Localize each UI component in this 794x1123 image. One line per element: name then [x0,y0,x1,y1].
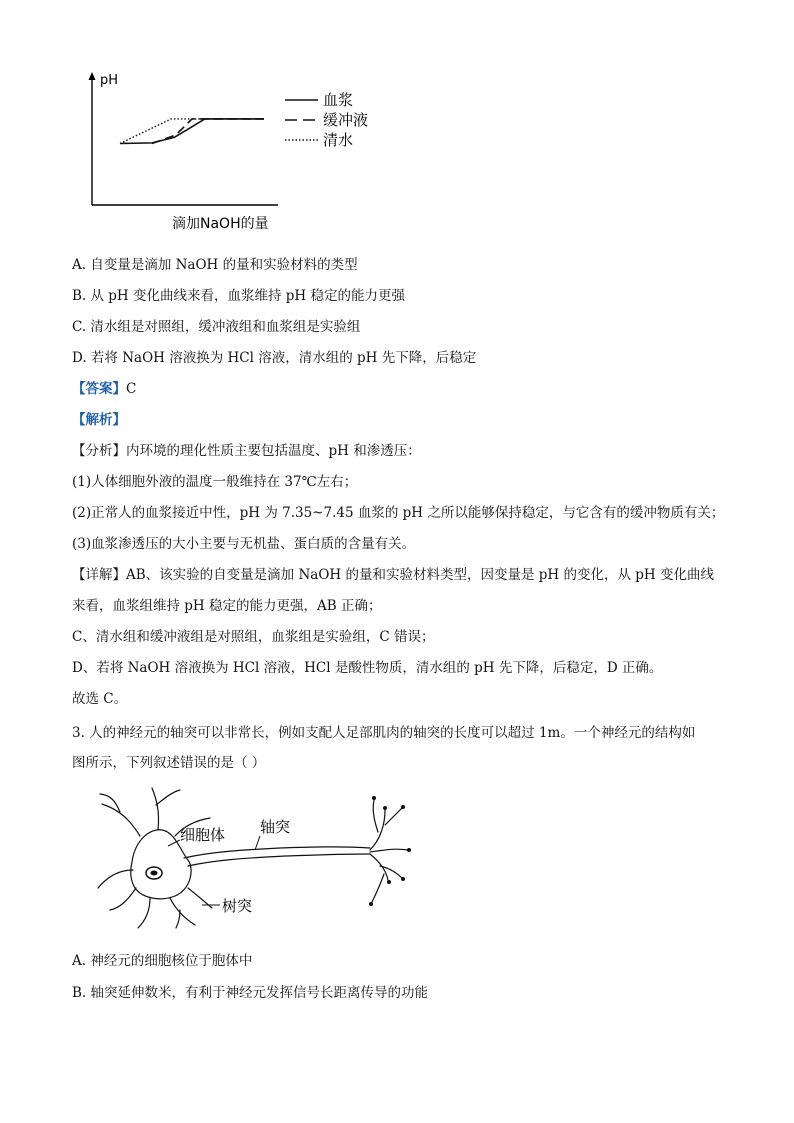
xiangjie-text-1: AB、该实验的自变量是滴加 NaOH 的量和实验材料类型，因变量是 pH 的变化，从 pH 变化曲线 [126,567,714,583]
series-line-3 [120,119,264,144]
legend-label-2: 缓冲液 [323,111,369,129]
option-b: B. 从 pH 变化曲线来看，血浆维持 pH 稳定的能力更强 [72,288,405,304]
neuron-diagram [80,770,420,940]
dendrite-branch [98,870,133,888]
series-line-1 [120,119,264,144]
dendrite-branch [110,888,136,910]
answer-value: C [126,381,137,397]
terminal-bouton [407,848,411,852]
terminal-bouton [401,877,405,881]
option-a: A. 自变量是滴加 NaOH 的量和实验材料的类型 [72,257,358,273]
axon-lower [188,854,370,866]
x-axis-label: 滴加NaOH的量 [172,216,269,232]
terminal-bouton [401,805,405,809]
terminal-bouton [372,796,376,800]
axon-label: 轴突 [260,818,291,836]
terminal-bouton [387,880,391,884]
dendrite-branch [176,910,180,928]
axon-terminal [385,808,402,825]
dendrite-branch [138,898,150,928]
xiangjie-line-3: C、清水组和缓冲液组是对照组，血浆组是实验组，C 错误； [72,629,435,645]
point-2: (2)正常人的血浆接近中性，pH 为 7.35~7.45 血浆的 pH 之所以能够保持稳定，与它含有的缓冲物质有关； [72,505,725,521]
analysis-label: 【解析】 [72,412,126,428]
answer-label: 【答案】 [72,381,126,397]
question-3-line-1: 3. 人的神经元的轴突可以非常长，例如支配人足部肌肉的轴突的长度可以超过 1m。一个神经元的结构如 [72,725,696,741]
terminal-bouton [383,806,387,810]
legend-label-1: 血浆 [323,91,354,109]
axon-terminal [372,874,384,902]
option-d: D. 若将 NaOH 溶液换为 HCl 溶液，清水组的 pH 先下降，后稳定 [72,350,477,366]
dendrite-label: 树突 [222,897,253,915]
point-1: (1)人体细胞外液的温度一般维持在 37℃左右； [72,474,358,490]
fenxi-label: 【分析】 [72,443,126,459]
option-c: C. 清水组是对照组，缓冲液组和血浆组是实验组 [72,319,361,335]
option3-b: B. 轴突延伸数米，有利于神经元发挥信号长距离传导的功能 [72,985,429,1001]
xiangjie-line-5: 故选 C。 [72,691,128,707]
point-3: (3)血浆渗透压的大小主要与无机盐、蛋白质的含量有关。 [72,536,416,552]
ph-chart [80,68,400,238]
series-line-2 [152,119,264,144]
xiangjie-line-4: D、若将 NaOH 溶液换为 HCl 溶液，HCl 是酸性物质，清水组的 pH 先下降，后稳定，D 正确。 [72,660,663,676]
dendrite-branch [156,790,180,805]
dendrite-branch [152,788,159,830]
y-axis-label: pH [100,73,119,88]
soma-label: 细胞体 [180,826,226,844]
fenxi-text: 内环境的理化性质主要包括温度、pH 和渗透压： [126,443,421,459]
fenxi-line [72,442,421,460]
label-line-axon [255,836,260,850]
legend-label-3: 清水 [323,131,354,149]
xiangjie-label: 【详解】 [72,567,126,583]
axon-terminal [373,800,378,832]
nucleolus [151,871,158,876]
option3-a: A. 神经元的细胞核位于胞体中 [72,953,253,969]
dendrite-branch [100,794,120,812]
answer-line [72,380,136,398]
axon-terminal [370,849,408,852]
y-axis-arrow [89,72,96,80]
xiangjie-line-2: 来看，血浆组维持 pH 稳定的能力更强，AB 正确； [72,598,382,614]
dendrite-branch [170,898,195,925]
question-3-line-2: 图所示，下列叙述错误的是（ ） [72,755,266,771]
terminal-bouton [369,902,373,906]
dendrite-branch [102,804,140,836]
xiangjie-line-1 [72,566,714,584]
